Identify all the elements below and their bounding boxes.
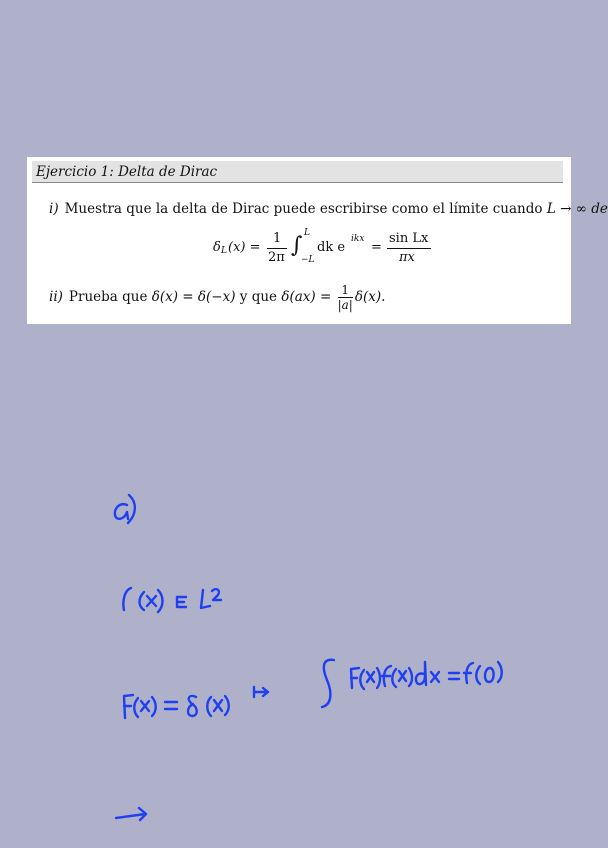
integral-lower: −L [301,255,315,265]
integral-upper: L [304,228,310,238]
item-ii-text-a: Prueba que [68,289,148,305]
frac2-num: sin Lx [389,231,429,246]
integral-sign: ∫ [291,233,303,258]
handwritten-delta-property [124,660,502,718]
formula-lhs: δ [213,240,221,255]
integrand: dk e [317,240,346,255]
formula-lhs-arg: (x) = [228,240,261,255]
handwritten-arrow [116,808,146,820]
item-ii-frac-num: 1 [338,283,353,298]
item-ii-eq-b: δ(ax) = [281,289,332,305]
formula-lhs-sub: L [221,246,227,256]
item-ii-text-b: y que [239,289,278,305]
handwritten-f-in-L2 [123,588,221,612]
frac2-den: πx [399,250,415,265]
handwritten-a [115,495,135,523]
formula-equals: = [371,240,382,255]
item-i-limit: L → ∞ de [546,201,608,217]
item-i-number: i) [49,201,59,217]
exponent: ikx [351,234,365,244]
item-ii-number: ii) [49,289,63,305]
item-ii-eq-a: δ(x) = δ(−x) [151,289,236,305]
item-i-text: Muestra que la delta de Dirac puede escribirse como el límite cuando [64,201,543,217]
frac1-den: 2π [268,250,285,265]
item-ii-frac-den: |a| [337,298,353,312]
frac1-num: 1 [273,231,282,246]
item-ii-eq-c: δ(x). [354,289,386,305]
exercise-title: Ejercicio 1: Delta de Dirac [36,164,218,180]
